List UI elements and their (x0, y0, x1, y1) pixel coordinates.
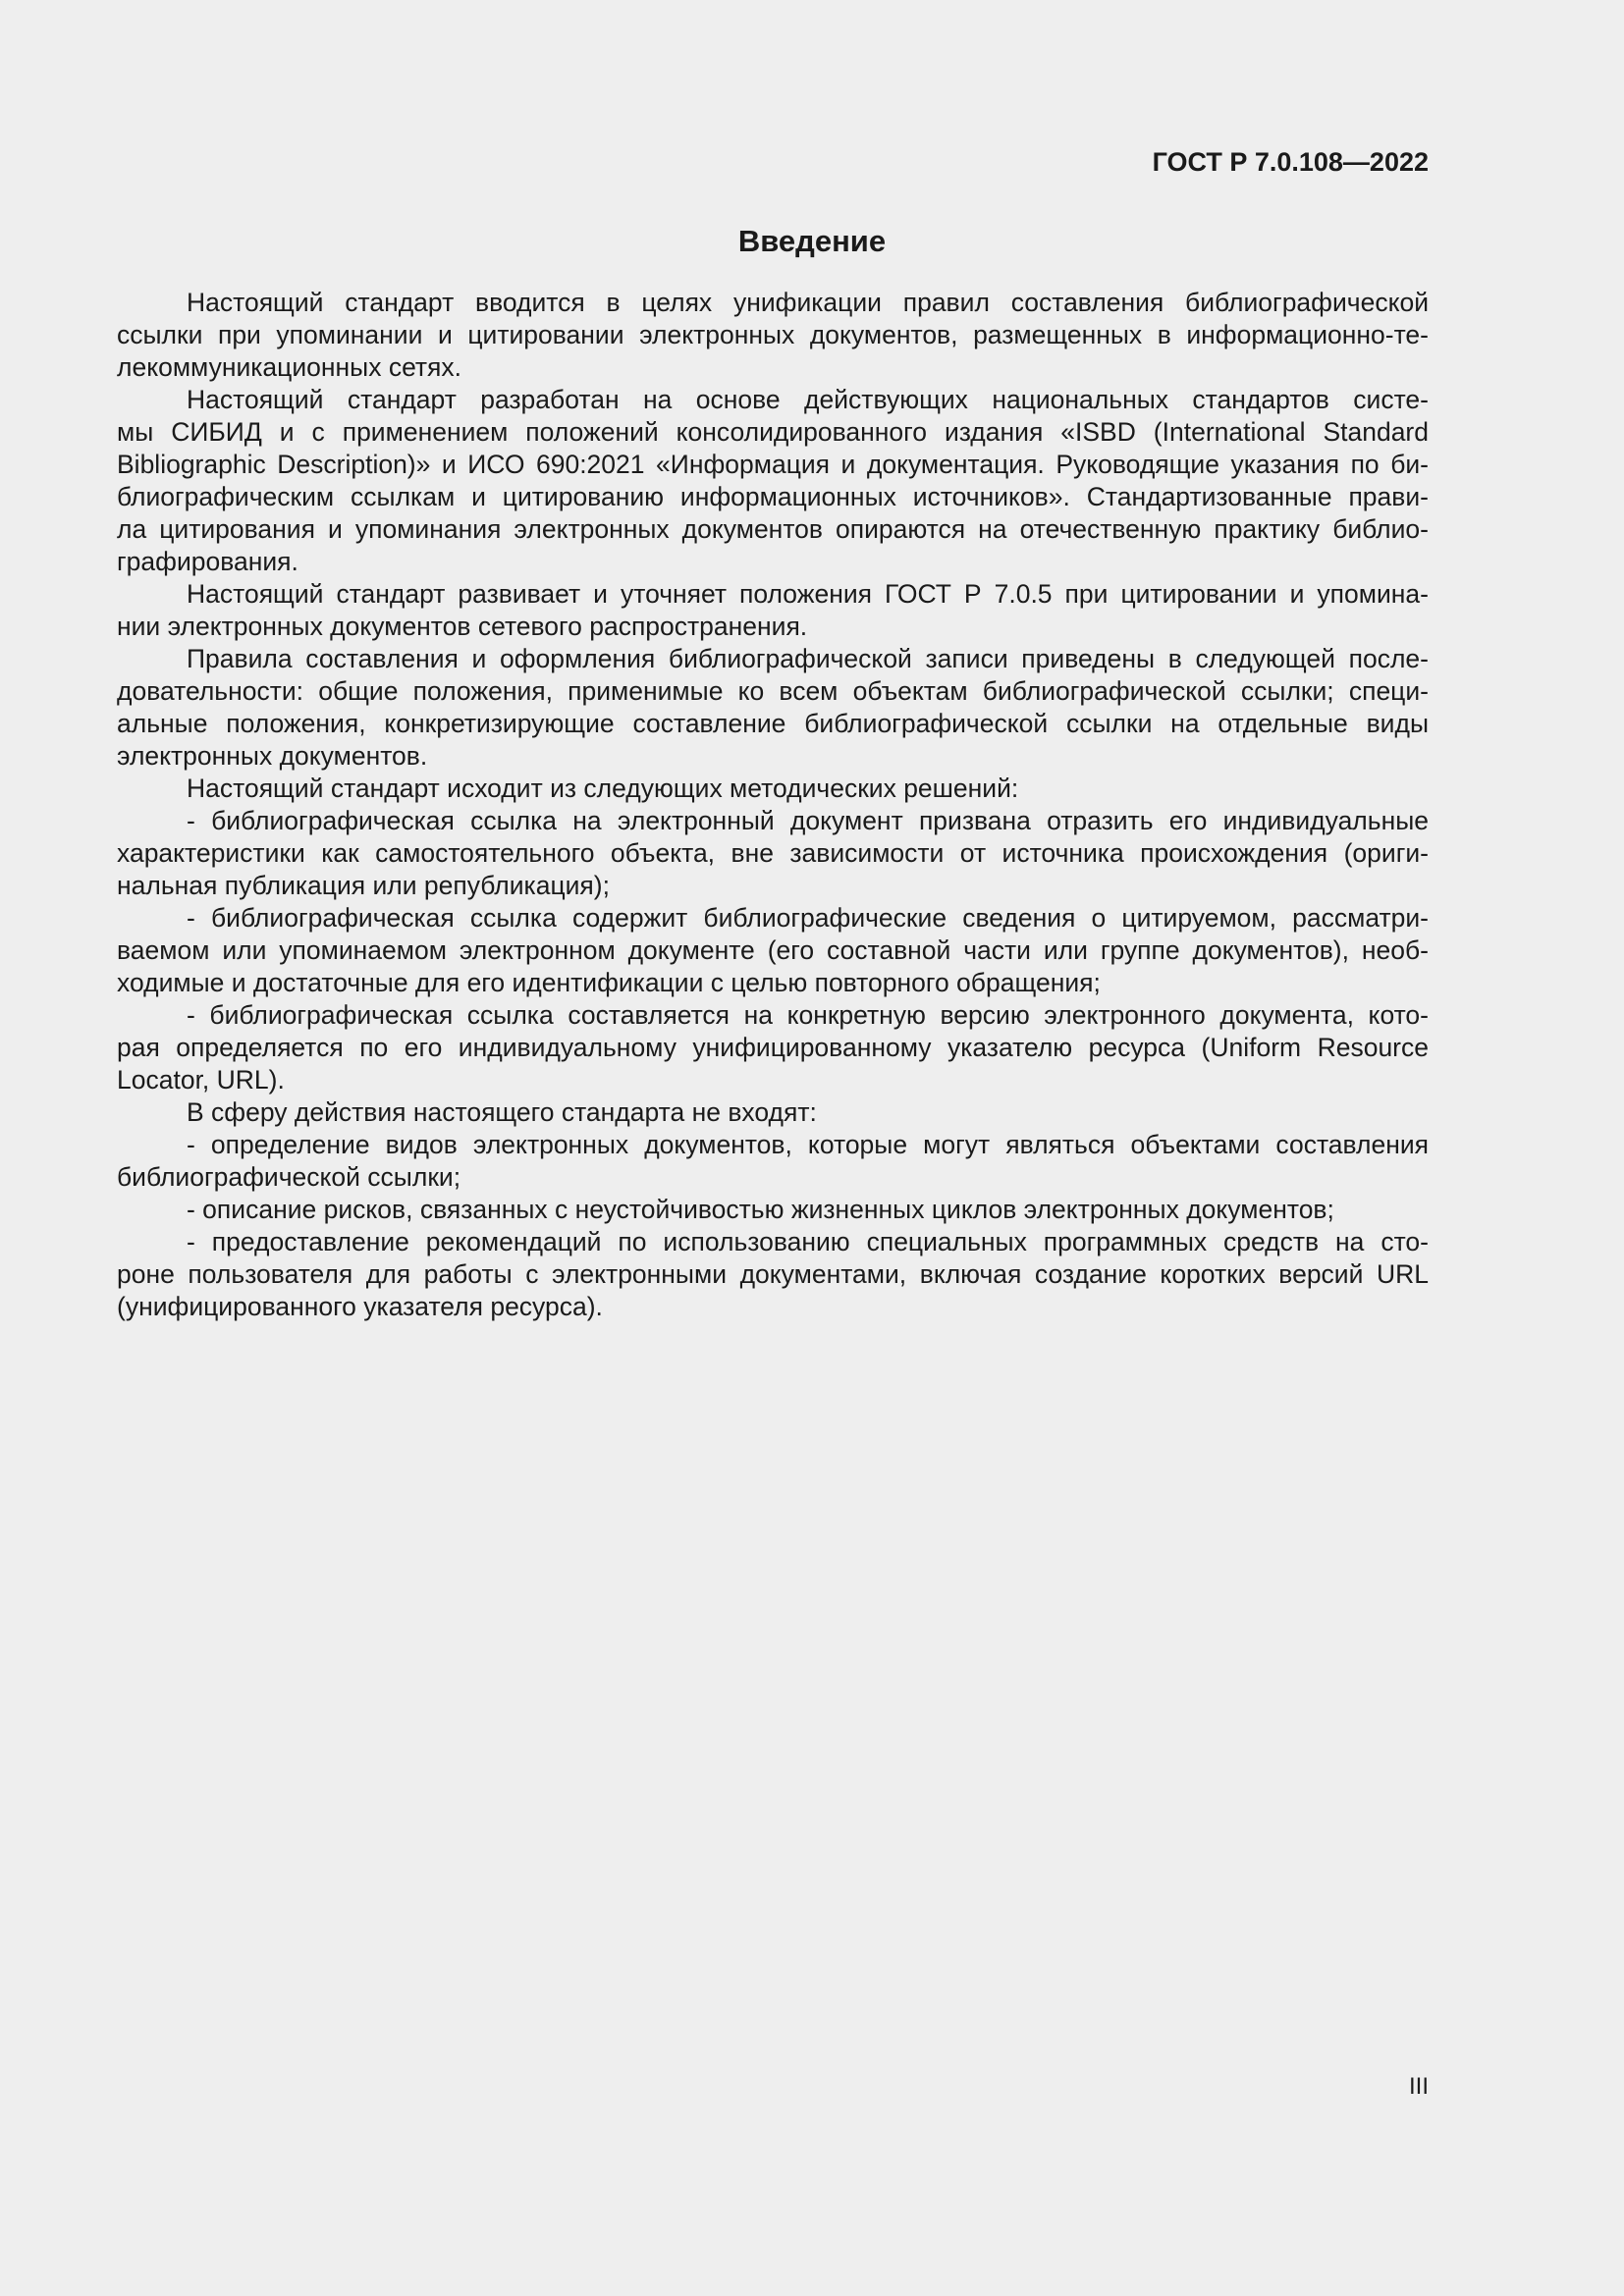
text-line: - библиографическая ссылка составляется на конкретную версию электронного документа, кото- (187, 1000, 1429, 1030)
paragraph (117, 773, 1429, 805)
text-line: характеристики как самостоятельного объекта, вне зависимости от источника происхождения (ориги- (117, 838, 1429, 868)
text-line: альные положения, конкретизирующие составление библиографической ссылки на отдельные виды (117, 709, 1429, 738)
paragraph (117, 1194, 1429, 1226)
text-line: ходимые и достаточные для его идентификации с целью повторного обращения; (117, 968, 1101, 997)
text-line: - библиографическая ссылка содержит библиографические сведения о цитируемом, рассматри- (187, 903, 1429, 933)
text-line: библиографической ссылки; (117, 1162, 461, 1192)
text-line: нии электронных документов сетевого распространения. (117, 612, 808, 641)
text-line: блиографическим ссылкам и цитированию информационных источников». Стандартизованные прави- (117, 482, 1429, 511)
paragraph (117, 805, 1429, 902)
text-line: довательности: общие положения, применимые ко всем объектам библиографической ссылки; специ- (117, 676, 1429, 706)
text-line: Настоящий стандарт вводится в целях унификации правил составления библиографической (187, 288, 1429, 317)
text-line: ваемом или упоминаемом электронном документе (его составной части или группе документов), необ- (117, 935, 1429, 965)
text-line: нальная публикация или републикация); (117, 871, 610, 900)
paragraph (117, 578, 1429, 643)
text-line: Настоящий стандарт разработан на основе действующих национальных стандартов систе- (187, 385, 1429, 414)
text-line: Locator, URL). (117, 1065, 285, 1095)
paragraph (117, 287, 1429, 384)
text-line: - предоставление рекомендаций по использованию специальных программных средств на сто- (187, 1227, 1429, 1256)
text-line: Правила составления и оформления библиографической записи приведены в следующей после- (187, 644, 1429, 673)
page-number: III (1408, 2073, 1429, 2100)
paragraph (117, 1096, 1429, 1129)
text-line: В сферу действия настоящего стандарта не входят: (187, 1097, 817, 1127)
text-line: графирования. (117, 547, 298, 576)
document-body (117, 287, 1429, 1323)
paragraph (117, 384, 1429, 578)
text-line: рая определяется по его индивидуальному унифицированному указателю ресурса (Uniform Resource (117, 1033, 1429, 1062)
text-line: - определение видов электронных документов, которые могут являться объектами составления (187, 1130, 1429, 1159)
text-line: - описание рисков, связанных с неустойчивостью жизненных циклов электронных документов; (187, 1195, 1334, 1224)
text-line: Настоящий стандарт исходит из следующих методических решений: (187, 774, 1019, 803)
text-line: ла цитирования и упоминания электронных документов опираются на отечественную практику библио- (117, 514, 1429, 544)
text-line: мы СИБИД и с применением положений консолидированного издания «ISBD (International Standard (117, 417, 1429, 447)
text-line: ссылки при упоминании и цитировании электронных документов, размещенных в информационно-те- (117, 320, 1429, 349)
paragraph (117, 643, 1429, 773)
text-line: - библиографическая ссылка на электронный документ призвана отразить его индивидуальные (187, 806, 1429, 835)
paragraph (117, 999, 1429, 1096)
paragraph (117, 1129, 1429, 1194)
section-title: Введение (737, 224, 887, 258)
document-code-header: ГОСТ Р 7.0.108—2022 (1152, 147, 1429, 177)
text-line: электронных документов. (117, 741, 428, 771)
text-line: Bibliographic Description)» и ИСО 690:2021 «Информация и документация. Руководящие указания по би- (117, 450, 1429, 479)
text-line: роне пользователя для работы с электронными документами, включая создание коротких версий URL (117, 1259, 1429, 1289)
text-line: Настоящий стандарт развивает и уточняет положения ГОСТ Р 7.0.5 при цитировании и упомина- (187, 579, 1429, 609)
text-line: лекоммуникационных сетях. (117, 352, 462, 382)
paragraph (117, 1226, 1429, 1323)
paragraph (117, 902, 1429, 999)
text-line: (унифицированного указателя ресурса). (117, 1292, 603, 1321)
